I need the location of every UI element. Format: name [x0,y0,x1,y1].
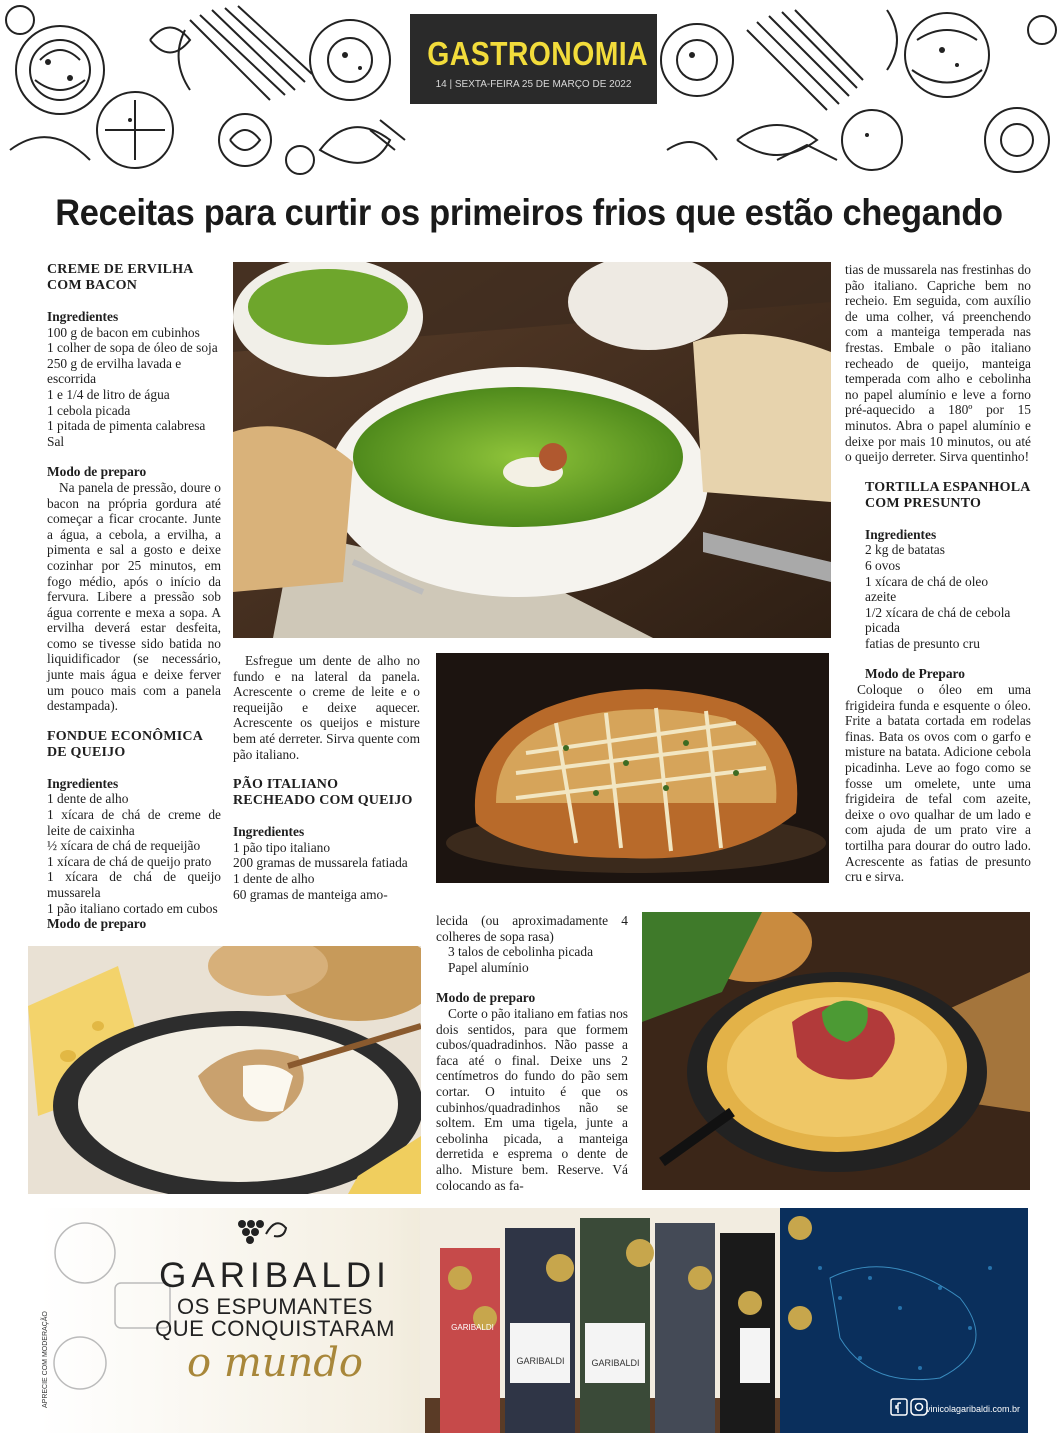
ingredient-item: 1/2 xícara de chá de cebola picada [865,604,1011,636]
ingredient-item: 2 kg de batatas [865,542,945,558]
ingredients-heading: Ingredientes [47,309,119,324]
section-masthead [410,14,657,104]
ingredient-item: 1 dente de alho [233,870,315,886]
recipe-title-fondue: FONDUE ECONÔMICA DE QUEIJO [47,728,203,760]
ingredient-item: 250 g de ervilha lavada e escorrida [47,355,182,387]
method-heading: Modo de preparo [47,916,147,932]
vegetable-illustration-right [657,0,1058,184]
garibaldi-grapes-logo [230,1214,290,1252]
method-text: Coloque o óleo em uma frigideira funda e esquente o óleo. Frite a batata cortada em rodelas finas. Bata os ovos com o garfo e misture na batata. Adicione cebola picadinha. Leve ao fogo como se fosse um omelete, unte uma frigideira de tefal com azeite, deixe o ovo qualhar de um lado e com ajuda de um prato vire a tortilha para dourar do outro lado. Acrescente as fatias de presunto cru e sirva. [845,682,1031,885]
ingredient-item: 100 g de bacon em cubinhos [47,324,200,340]
facebook-icon [891,1399,907,1415]
method-text: Esfregue um dente de alho no fundo e na lateral da panela. Acrescente o creme de leite e o requeijão e deixe aquecer. Acrescente os queijos e misture bem até derreter. Sirva quente com pão italiano. [233,653,420,762]
tortilla-photo [642,912,1030,1190]
ingredient-item: 60 gramas de manteiga amo- [233,886,388,902]
ad-tagline-script: o mundo [187,1340,363,1386]
method-heading: Modo de preparo [436,990,536,1006]
ingredients-heading: Ingredientes [865,526,937,542]
cheese-fondue-photo [28,946,421,1194]
page-header [0,0,1058,184]
recipe-title-creme-ervilha: CREME DE ERVILHA COM BACON [47,262,193,293]
ad-tagline-line-2: QUE CONQUISTARAM [155,1316,395,1341]
moderation-notice: APRECIE COM MODERAÇÃO [42,1311,49,1408]
ingredient-item: 3 talos de cebolinha picada [448,944,594,960]
ingredient-item: 200 gramas de mussarela fatiada [233,855,408,871]
method-heading: Modo de preparo [47,464,147,480]
ingredient-item: 1 cebola picada [47,402,131,418]
ingredient-item: 1 pão tipo italiano [233,839,331,855]
edition-dateline: 14 | SEXTA-FEIRA 25 DE MARÇO DE 2022 [435,79,632,90]
ingredient-item: azeite [865,589,897,605]
ingredient-item: fatias de presunto cru [865,635,980,651]
ingredient-item: 1 pitada de pimenta calabresa [47,418,206,434]
section-title: GASTRONOMIA [427,35,649,72]
column-2 [233,653,420,902]
recipe-title-tortilla: TORTILLA ESPANHOLA COM PRESUNTO [865,479,1030,511]
bottle-label: GARIBALDI [451,1323,494,1332]
ad-brand-name: GARIBALDI [159,1256,391,1295]
ingredient-item: 1 e 1/4 de litro de água [47,386,170,402]
ingredient-item: 1 xícara de chá de queijo mussarela [47,869,221,900]
method-text: Na panela de pressão, doure o bacon na própria gordura até começar a ficar crocante. Junte a água, a cebola, a ervilha, a pimenta e sal a gosto e deixe cozinhar por 25 minutos, em fogo médio, após o início da fervura. Libere a pressão sob água corrente e mexa a sopa. A ervilha deverá estar desfeita, como se tivesse sido batida no liquidificador (se necessário, junte mais água e deixe ferver um pouco mais com a panela destampada). [47,479,221,714]
instagram-icon [911,1399,927,1415]
bottle-label: GARIBALDI [591,1358,640,1368]
recipe-title-pao-italiano: PÃO ITALIANO RECHEADO COM QUEIJO [233,777,413,809]
continued-text: tias de mussarela nas frestinhas do pão italiano. Capriche bem no recheio. Em seguida, com auxílio de uma colher, vá preenchendo com a manteiga temperada nas frestas. Embale o pão italiano recheado de queijo, manteiga temperada com alho e cebolinha no papel alumínio e leve a forno pré-aquecido a 180º por 15 minutos. Abra o papel alumínio e deixe por mais 10 minutos, ou até o queijo derreter. Sirva quentinho! [845,262,1031,465]
ingredients-heading: Ingredientes [233,824,305,840]
bottle-label: GARIBALDI [516,1356,565,1366]
social-icons[interactable] [890,1398,928,1416]
ingredient-item: 6 ovos [865,557,901,573]
column-3 [436,913,628,1193]
ingredient-item: 1 colher de sopa de óleo de soja [47,340,218,356]
ingredient-item: 1 dente de alho [47,791,129,807]
article-headline: Receitas para curtir os primeiros frios que estão chegando [55,192,1003,233]
method-text: Corte o pão italiano em fatias nos dois sentidos, para que formem cubos/quadradinhos. Não passe a faca até o final. Deixe uns 2 centímetros do fundo do pão sem cortar. O intuito é que os cubinhos/quadradinhos não se soltem. Em uma tigela, junte a cebolinha picada, a manteiga derretida e esprema o dente de alho. Misture bem. Reserve. Vá colocando as fa- [436,1005,628,1193]
pea-soup-photo [233,262,831,638]
ingredient-item: Papel alumínio [448,959,529,975]
ingredient-item: 1 xícara de chá de creme de leite de caixinha [47,807,221,838]
column-4 [845,262,1031,885]
ad-tagline-line-1: OS ESPUMANTES [177,1294,373,1319]
continued-text: lecida (ou aproximadamente 4 colheres de sopa rasa) [436,913,628,944]
ingredient-item: 1 xícara de chá de oleo [865,573,989,589]
vegetable-illustration-left [0,0,410,184]
ingredient-item: Sal [47,433,65,449]
ad-website[interactable]: vinicolagaribaldi.com.br [925,1404,1020,1414]
method-heading: Modo de Preparo [865,666,965,682]
ingredients-heading: Ingredientes [47,775,119,791]
ingredient-item: ½ xícara de chá de requeijão [47,838,201,854]
ad-brand-block [150,1256,400,1384]
column-1 [47,262,221,932]
ingredient-item: 1 pão italiano cortado em cubos [47,900,218,916]
stuffed-bread-photo [436,653,829,883]
garibaldi-advertisement [40,1208,1028,1433]
ingredient-item: 1 xícara de chá de queijo prato [47,853,212,869]
